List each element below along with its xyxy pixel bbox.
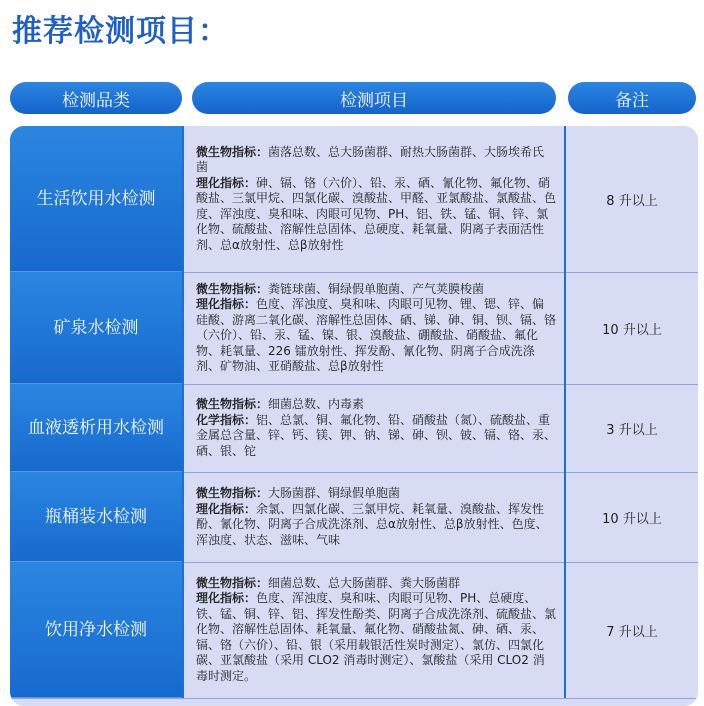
row-note: 3 升以上	[564, 384, 698, 472]
row-note: 8 升以上	[564, 126, 698, 272]
table-row	[10, 562, 698, 699]
row-items: 微生物指标：细菌总数、内毒素 化学指标：铝、总氯、铜、氟化物、铅、硝酸盐（氮）、硫酸盐、重金属总含量、锌、钙、镁、钾、钠、锑、砷、钡、铍、镉、铬、汞、硒、银、铊	[196, 397, 557, 458]
table-row	[10, 272, 698, 385]
row-items: 微生物指标：大肠菌群、铜绿假单胞菌 理化指标：余氯、四氯化碳、三氯甲烷、耗氧量、溴酸盐、挥发性酚、氰化物、阴离子合成洗涤剂、总α放射性、总β放射性、色度、浑浊度、状态、滋味、气味	[196, 486, 548, 547]
row-items: 微生物指标：粪链球菌、铜绿假单胞菌、产气荚膜梭菌 理化指标：色度、浑浊度、臭和味、肉眼可见物、锂、锶、锌、偏硅酸、游离二氧化碳、溶解性总固体、硒、锑、砷、铜、钡、镉、铬（六价）、铅、汞、锰、镍、银、溴酸盐、硼酸盐、硝酸盐、氟化物、耗氧量、226 镭放射性、挥发酚、氰化物、阴离子合成洗涤剂、矿物油、亚硝酸盐、总β放射性	[196, 281, 557, 373]
table-row	[10, 472, 698, 563]
row-note: 7 升以上	[564, 562, 698, 698]
test-table	[10, 126, 698, 706]
row-category: 瓶桶装水检测	[10, 472, 182, 562]
row-category: 生活饮用水检测	[10, 126, 182, 272]
row-category: 饮用净水检测	[10, 562, 182, 698]
row-category: 血液透析用水检测	[10, 384, 182, 472]
row-category: 矿泉水检测	[10, 272, 182, 384]
row-note: 10 升以上	[564, 272, 698, 384]
table-row	[10, 384, 698, 473]
row-items: 微生物指标：菌落总数、总大肠菌群、耐热大肠菌群、大肠埃希氏菌 理化指标：砷、镉、铬（六价）、铅、汞、硒、氰化物、氟化物、硝酸盐、三氯甲烷、四氯化碳、溴酸盐、甲醛、亚氯酸盐、氯酸盐、色度、浑浊度、臭和味、肉眼可见物、PH、铝、铁、锰、铜、锌、氯化物、硫酸盐、溶解性总固体、总硬度、耗氧量、阴离子表面活性剂、总α放射性、总β放射性	[196, 144, 557, 252]
header-note: 备注	[568, 82, 696, 114]
page-title: 推荐检测项目：	[12, 14, 229, 49]
row-note: 10 升以上	[564, 472, 698, 562]
table-row	[10, 126, 698, 273]
header-category: 检测品类	[10, 82, 182, 114]
row-items: 微生物指标：细菌总数、总大肠菌群、粪大肠菌群 理化指标：色度、浑浊度、臭和味、肉眼可见物、PH、总硬度、铁、锰、铜、锌、铝、挥发性酚类、阴离子合成洗涤剂、硫酸盐、氯化物、溶解性总固体、耗氧量、氟化物、硝酸盐氮、砷、硒、汞、镉、铬（六价）、铅、银（采用载银活性炭时测定）、氯仿、四氯化碳、亚氯酸盐（采用 CLO2 消毒时测定）、氯酸盐（采用 CLO2 消毒时测定。	[196, 575, 557, 683]
header-items: 检测项目	[192, 82, 556, 114]
